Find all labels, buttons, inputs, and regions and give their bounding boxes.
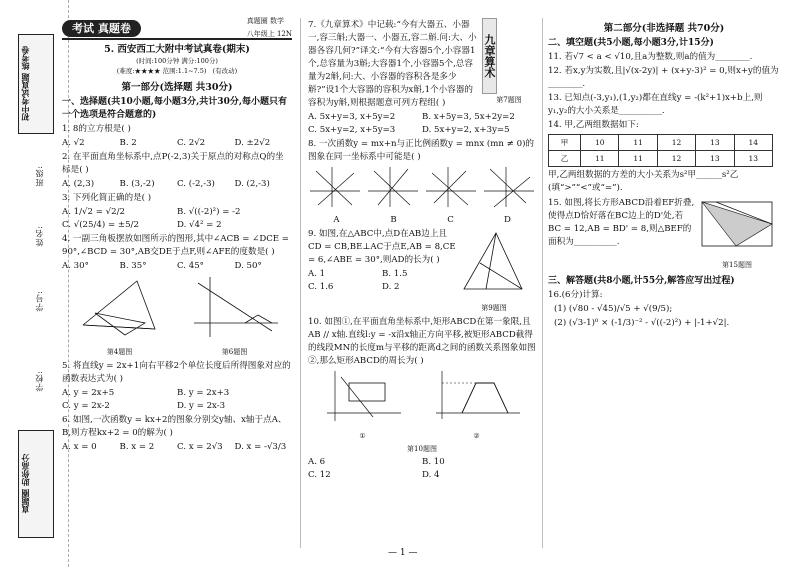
figure-15	[696, 196, 778, 272]
book-cover: 九章算术	[482, 18, 497, 94]
table-cell: 13	[696, 151, 734, 167]
table-cell: 13	[696, 135, 734, 151]
paper-info: (时间:100分钟 满分:100分)	[136, 57, 218, 65]
question-2-options	[62, 178, 292, 191]
table-cell: 13	[734, 151, 772, 167]
question-14: 14. 甲,乙两组数据如下:	[548, 120, 639, 130]
option: B	[390, 215, 397, 225]
part2-title: 第二部分(非选择题 共70分)	[603, 23, 725, 34]
section1-heading: 一、选择题(共10小题,每小题3分,共计30分,每小题只有一个选项是符合题意的)	[62, 97, 287, 120]
figure-15-diagram	[696, 196, 778, 254]
option: C. 1.6	[308, 282, 334, 292]
table-cell: 14	[734, 135, 772, 151]
question-6-options	[62, 441, 292, 454]
question-6: 6. 如图,一次函数y = kx+2的图象分别交y轴、x轴于点A、B,则方程kx+2 = 0的解为( )	[62, 415, 287, 438]
figure-7	[482, 18, 536, 111]
question-3-options	[62, 206, 292, 232]
table-cell: 11	[619, 151, 657, 167]
figure-9-caption: 第9题图	[481, 304, 507, 312]
option: A	[333, 215, 340, 225]
option: D	[504, 215, 511, 225]
question-4-options	[62, 260, 292, 273]
option: C. (-2,-3)	[177, 179, 215, 189]
option: A. (2,3)	[62, 179, 95, 189]
sidebar-label-class: 班级:	[35, 165, 44, 187]
question-16-part-1: (1) (√80 - √45)/√5 + √(9/5);	[554, 304, 673, 314]
option: C. 12	[308, 470, 331, 480]
question-11: 11. 若√7 < a < √10,且a为整数,则a的值为________.	[548, 52, 753, 62]
option: C. y = 2x-2	[62, 401, 110, 411]
binding-sidebar	[0, 0, 69, 567]
figure-10-2	[432, 369, 522, 443]
option: C. √(25/4) = ±5/2	[62, 220, 139, 230]
figure-15-caption: 第15题图	[722, 261, 752, 269]
question-7-options	[308, 111, 536, 137]
question-5: 5. 将直线y = 2x+1向右平移2个单位长度后所得图象对应的函数表达式为( )	[62, 361, 291, 384]
option: D. 4	[422, 470, 440, 480]
table-cell: 12	[657, 135, 695, 151]
option: B. x = 2	[119, 442, 155, 452]
question-9-text-block	[308, 227, 456, 315]
question-7-block	[308, 18, 536, 111]
question-9-block	[308, 227, 536, 315]
option: D. √4² = 2	[177, 220, 222, 230]
figure-10-2-label: ②	[473, 432, 480, 440]
header-meta: 真题圈 数学 八年级上 12N	[246, 17, 292, 38]
option: A. 6	[308, 457, 326, 467]
option: A. √2	[62, 138, 85, 148]
option: B. y = 2x+3	[177, 388, 230, 398]
option: D. 2	[382, 282, 400, 292]
question-5-options	[62, 387, 292, 413]
figure-6-caption: 第6题图	[221, 348, 248, 356]
question-14-table	[548, 134, 773, 167]
figure-4-caption: 第4题图	[106, 348, 133, 356]
figure-10-2-diagram	[432, 369, 522, 425]
option: D. x = -√3/3	[234, 442, 287, 452]
question-15: 15. 如图,将长方形ABCD沿着EF折叠,使得点D恰好落在BC边上的D'处,若BC = 12,AB = BD' = 8,则△BEF的面积为__________.	[548, 198, 695, 247]
column-2	[308, 18, 536, 482]
figure-4	[75, 273, 165, 359]
sidebar-label-school: 学校:	[35, 370, 44, 392]
header-badge: 考试 真题卷	[62, 20, 141, 37]
table-cell: 11	[619, 135, 657, 151]
section3-heading: 三、解答题(共8小题,计55分,解答应写出过程)	[548, 276, 735, 286]
option: A. y = 2x+5	[62, 388, 115, 398]
question-7: 7.《九章算术》中记载:“今有大器五、小器一,容三斛;大器一、小器五,容二斛.问:大、小器各容几何?”译文:“今有大容器5个,小容器1个,总容量为3斛;大容器1个,小容器5个,总容量为2斛,问:大、小容器的容积各是多少斛?”设1个大容器的容积为x斛,1个小容器的容积为y斛,则根据题意可列方程组( )	[308, 20, 477, 108]
option: A. x = 0	[62, 442, 97, 452]
question-9-options	[308, 268, 456, 294]
table-row	[549, 135, 773, 151]
option: C. 2√2	[177, 138, 206, 148]
option: D. 50°	[234, 261, 262, 271]
question-10-options	[308, 456, 536, 482]
sidebar-brand-box-2: 真题圈 助你高分	[18, 430, 54, 538]
page-number: — 1 —	[388, 548, 418, 558]
sidebar-label-id: 学号:	[35, 290, 44, 312]
question-10: 10. 如图①,在平面直角坐标系中,矩形ABCD在第一象限,且AB // x轴.直线l:y = -x沿x轴正方向平移,被矩形ABCD截得的线段MN的长度m与平移的距离d之间的函数关系图象如图②,那么矩形ABCD的周长为( )	[308, 317, 536, 366]
section2-heading: 二、填空题(共5小题,每小题3分,计15分)	[548, 38, 714, 48]
option: C. x = 2√3	[177, 442, 223, 452]
question-8-graphs	[308, 165, 536, 209]
option: A. 1	[308, 269, 326, 279]
figure-7-caption: 第7题图	[496, 96, 522, 104]
option: B. x+5y=3, 5x+2y=2	[422, 112, 515, 122]
question-1: 1. 8的立方根是( )	[62, 124, 131, 134]
part1-title: 第一部分(选择题 共30分)	[121, 82, 233, 93]
question-8-options	[308, 214, 536, 227]
table-cell: 甲	[549, 135, 581, 151]
question-3: 3. 下列化简正确的是( )	[62, 193, 152, 203]
question-4: 4. 一副三角板摆放如图所示的图形,其中∠ACB = ∠DCE = 90°,∠BCD = 30°,AB交DE于点F,则∠AFE的度数是( )	[62, 234, 289, 257]
figure-4-diagram	[75, 273, 165, 341]
sidebar-brand-box: 初中考试真题 练考卷	[18, 34, 54, 134]
option: A. 5x+y=3, x+5y=2	[308, 112, 396, 122]
table-cell: 11	[581, 151, 619, 167]
question-9: 9. 如图,在△ABC中,点D在AB边上且CD = CB,BE⊥AC于点E,AB = 8,CE = 6,∠ABE = 30°,则AD的长为( )	[308, 229, 456, 265]
table-cell: 乙	[549, 151, 581, 167]
figure-6-diagram	[190, 273, 280, 341]
option: D. 5x+y=2, x+3y=5	[422, 125, 510, 135]
question-15-block	[548, 196, 780, 272]
figure-10	[308, 369, 536, 443]
figure-10-1-label: ①	[359, 432, 366, 440]
option: B. 1.5	[382, 269, 408, 279]
option: B. (3,-2)	[119, 179, 155, 189]
figure-9-diagram	[456, 227, 532, 297]
option: D. ±2√2	[234, 138, 271, 148]
option: B. 35°	[119, 261, 147, 271]
column-3	[548, 18, 780, 331]
option: A. 30°	[62, 261, 89, 271]
question-8: 8. 一次函数y = mx+n与正比例函数y = mnx (mn ≠ 0)的图象在同一坐标系中可能是( )	[308, 139, 535, 162]
question-13: 13. 已知点(-3,y₁),(1,y₂)都在直线y = -(k²+1)x+b上,则y₁,y₂的大小关系是__________.	[548, 93, 763, 116]
figure-10-caption: 第10题图	[407, 445, 437, 453]
option: C	[447, 215, 454, 225]
figure-6	[190, 273, 280, 359]
table-cell: 12	[657, 151, 695, 167]
column-1	[62, 18, 292, 454]
option: D. (2,-3)	[234, 179, 270, 189]
question-1-options	[62, 137, 292, 150]
figure-9	[456, 227, 532, 315]
figures-4-6	[62, 273, 292, 359]
option: B. √((-2)²) = -2	[177, 207, 241, 217]
option: B. 2	[119, 138, 137, 148]
paper-difficulty: (难度:★★★★ 范围:1.1~7.5) (有改动)	[116, 67, 238, 75]
table-cell: 10	[581, 135, 619, 151]
figure-10-1-diagram	[323, 369, 403, 425]
option: C. 5x+y=2, x+5y=3	[308, 125, 396, 135]
column-divider	[300, 18, 301, 548]
question-2: 2. 在平面直角坐标系中,点P(-2,3)关于原点的对称点Q的坐标是( )	[62, 152, 284, 175]
option: A. 1/√2 = √2/2	[62, 207, 125, 217]
question-14-blank: 甲,乙两组数据的方差的大小关系为s²甲______s²乙(填“>”“<”或“=”).	[548, 170, 739, 193]
option: C. 45°	[177, 261, 204, 271]
option: D. y = 2x-3	[177, 401, 226, 411]
option: B. 10	[422, 457, 445, 467]
figure-10-1	[323, 369, 403, 443]
question-12: 12. 若x,y为实数,且|√(x-2y)| + (x+y-3)² = 0,则x+y的值为________.	[548, 66, 779, 89]
question-16-part-2: (2) (√3-1)⁰ × (-1/3)⁻² - √((-2)²) + |-1+√2|.	[554, 318, 730, 328]
header-bar	[62, 18, 292, 40]
table-row	[549, 151, 773, 167]
paper-title: 5. 西安西工大附中考试真卷(期末)	[104, 44, 250, 55]
question-16: 16.(6分)计算:	[548, 290, 603, 300]
column-divider	[542, 18, 543, 548]
sidebar-label-name: 姓名:	[35, 225, 44, 247]
